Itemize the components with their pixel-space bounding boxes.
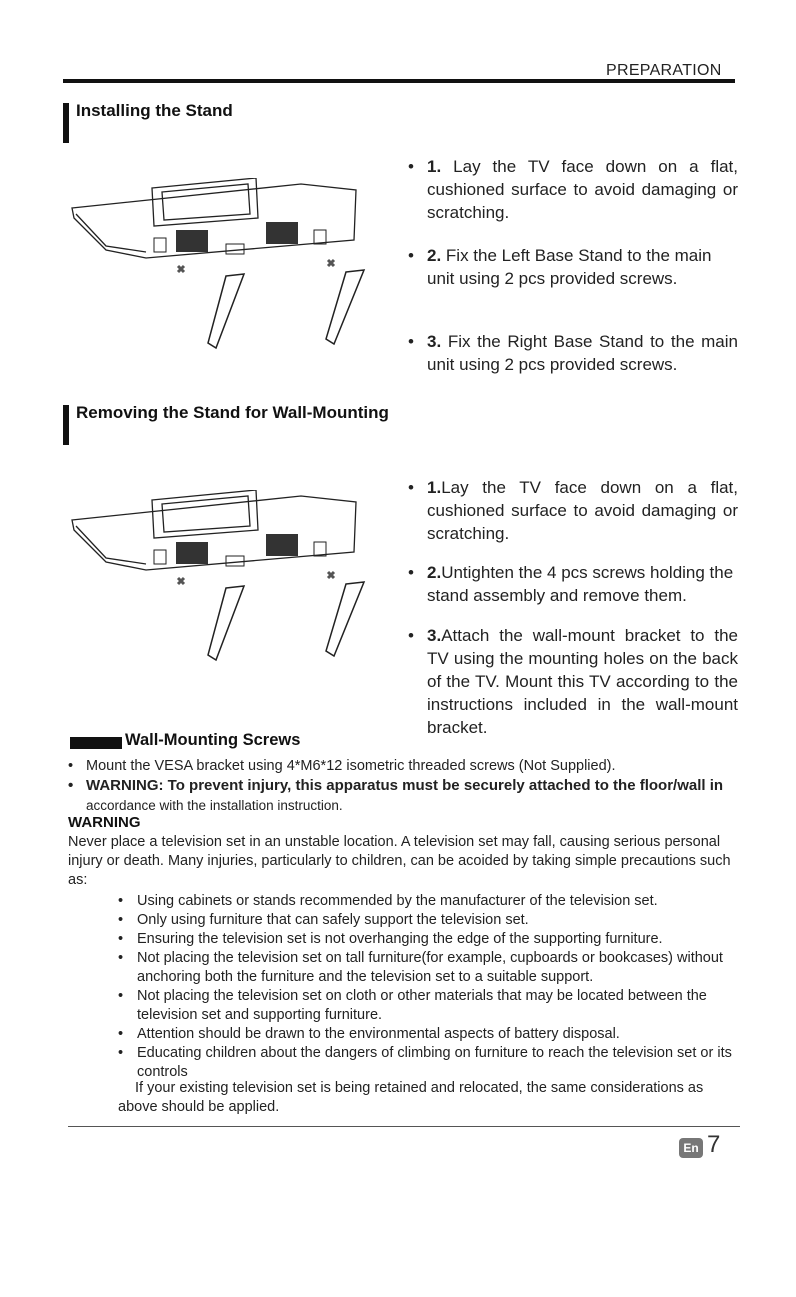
warning-intro: Never place a television set in an unstable location. A television set may fall, causing serious personal injury or death. Many injuries, particularly to children, can be acoided by taking simple precautions such as: [68,834,731,888]
step-number: 3. [427,332,442,351]
list-item-text: WARNING: To prevent injury, this apparatus must be securely attached to the floor/wall in [86,777,724,794]
step-number: 1. [427,157,442,176]
warning-list [118,892,740,1082]
step-text: Attach the wall-mount bracket to the TV using the mounting holes on the back of the TV. Mount this TV according to the instructions included in the wall-mount bracket. [427,626,738,737]
list-item-text: Mount the VESA bracket using 4*M6*12 isometric threaded screws (Not Supplied). [86,758,616,774]
wall-screws-title: Wall-Mounting Screws [125,731,301,749]
language-badge: En [679,1138,703,1158]
warning-closing: If your existing television set is being retained and relocated, the same considerations as above should be applied. [118,1080,704,1115]
header-rule [63,79,735,83]
list-item: • Mount the VESA bracket using 4*M6*12 isometric threaded screws (Not Supplied). [68,757,738,776]
install-step-3: • 3. Fix the Right Base Stand to the main unit using 2 pcs provided screws. [408,332,738,374]
removing-title: Removing the Stand for Wall-Mounting [76,403,389,422]
footer-rule [68,1126,740,1127]
step-text: Untighten the 4 pcs screws holding the stand assembly and remove them. [427,563,734,605]
section-marker [63,405,69,445]
tv-stand-illustration [66,178,366,358]
remove-step-3: • 3.Attach the wall-mount bracket to the TV using the mounting holes on the back of the TV. Mount this TV according to the instructions included in the wall-mount bracket. [408,626,738,737]
list-item: • WARNING: To prevent injury, this apparatus must be securely attached to the floor/wall in [68,776,748,795]
remove-step-1: • 1.Lay the TV face down on a flat, cushioned surface to avoid damaging or scratching. [408,478,738,543]
list-item: • Attention should be drawn to the environmental aspects of battery disposal. [118,1025,740,1044]
list-item-text: Not placing the television set on cloth or other materials that may be located between the television set and supporting furniture. [137,988,707,1023]
step-text: Lay the TV face down on a flat, cushioned surface to avoid damaging or scratching. [427,157,738,222]
tv-wallmount-illustration [66,490,366,670]
section-label: PREPARATION [606,62,722,79]
list-item-text: Educating children about the dangers of climbing on furniture to reach the television set or its controls [137,1045,732,1080]
continuation-text: accordance with the installation instruction. [86,798,343,813]
section-marker [63,103,69,143]
step-number: 3. [427,626,442,645]
step-text: Fix the Left Base Stand to the main unit using 2 pcs provided screws. [427,246,712,288]
list-item-text: Using cabinets or stands recommended by the manufacturer of the television set. [137,893,658,909]
list-item-text: Ensuring the television set is not overhanging the edge of the supporting furniture. [137,931,663,947]
step-number: 1. [427,478,442,497]
step-number: 2. [427,563,442,582]
install-step-1: • 1. Lay the TV face down on a flat, cushioned surface to avoid damaging or scratching. [408,157,738,222]
list-item: • Using cabinets or stands recommended by the manufacturer of the television set. [118,892,740,911]
list-item: • Not placing the television set on tall furniture(for example, cupboards or bookcases) without anchoring both the furniture and the television set to a suitable support. [118,949,740,987]
step-number: 2. [427,246,442,265]
list-item-text: Attention should be drawn to the environmental aspects of battery disposal. [137,1026,620,1042]
step-text: Fix the Right Base Stand to the main unit using 2 pcs provided screws. [427,332,738,374]
list-item: • Not placing the television set on cloth or other materials that may be located between the television set and supporting furniture. [118,987,740,1025]
step-text: Lay the TV face down on a flat, cushioned surface to avoid damaging or scratching. [427,478,738,543]
remove-step-2: • 2.Untighten the 4 pcs screws holding the stand assembly and remove them. [408,563,734,605]
list-item: • Educating children about the dangers of climbing on furniture to reach the television set or its controls [118,1044,740,1082]
section-marker [70,737,122,749]
list-item-text: Only using furniture that can safely support the television set. [137,912,529,928]
list-item: • Ensuring the television set is not overhanging the edge of the supporting furniture. [118,930,740,949]
install-step-2: • 2. Fix the Left Base Stand to the main unit using 2 pcs provided screws. [408,246,712,288]
page-number: 7 [707,1131,721,1158]
list-item: • Only using furniture that can safely support the television set. [118,911,740,930]
warning-title: WARNING [68,814,141,831]
installing-title: Installing the Stand [76,101,233,120]
list-item-text: Not placing the television set on tall furniture(for example, cupboards or bookcases) without anchoring both the furniture and the television set to a suitable support. [137,950,723,985]
